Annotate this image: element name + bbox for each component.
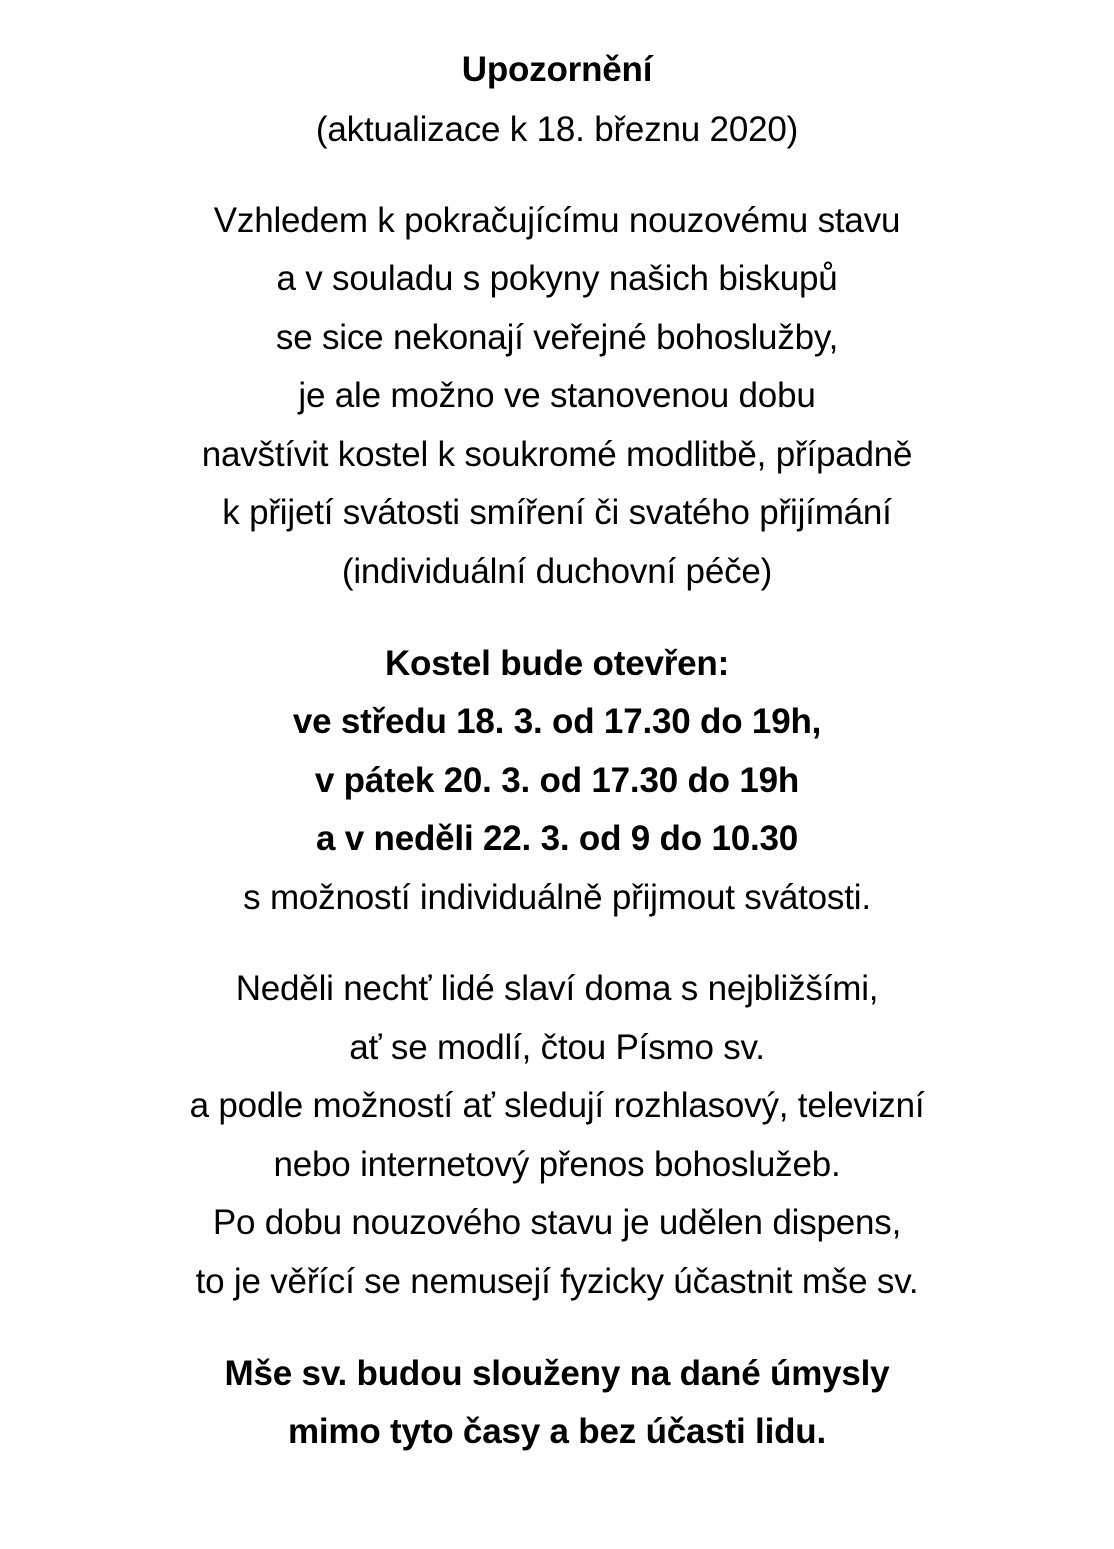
intro-line: (individuální duchovní péče): [341, 552, 773, 591]
schedule-time: ve středu 18. 3. od 17.30 do 19h,: [292, 702, 822, 741]
sunday-line: Neděli nechť lidé slaví doma s nejbližšími,: [235, 969, 879, 1008]
intro-line: navštívit kostel k soukromé modlitbě, případně: [201, 435, 913, 474]
closing-line: mimo tyto časy a bez účasti lidu.: [287, 1412, 826, 1451]
schedule-time: a v neděli 22. 3. od 9 do 10.30: [315, 819, 799, 858]
closing-line: Mše sv. budou slouženy na dané úmysly: [224, 1354, 890, 1393]
intro-line: k přijetí svátosti smíření či svatého přijímání: [222, 493, 892, 532]
intro-line: je ale možno ve stanovenou dobu: [298, 376, 816, 415]
schedule-time: v pátek 20. 3. od 17.30 do 19h: [314, 761, 800, 800]
schedule-note: s možností individuálně přijmout svátosti.: [243, 878, 871, 917]
intro-line: a v souladu s pokyny našich biskupů: [276, 259, 838, 298]
sunday-line: a podle možností ať sledují rozhlasový, televizní: [189, 1086, 925, 1125]
sunday-line: to je věřící se nemusejí fyzicky účastnit mše sv.: [195, 1262, 919, 1301]
intro-line: se sice nekonají veřejné bohoslužby,: [275, 318, 839, 357]
schedule-heading: Kostel bude otevřen:: [384, 644, 730, 683]
sunday-line: Po dobu nouzového stavu je udělen dispens,: [212, 1203, 902, 1242]
notice-subtitle: (aktualizace k 18. březnu 2020): [315, 110, 799, 149]
sunday-line: ať se modlí, čtou Písmo sv.: [349, 1028, 765, 1067]
sunday-line: nebo internetový přenos bohoslužeb.: [273, 1145, 841, 1184]
intro-line: Vzhledem k pokračujícímu nouzovému stavu: [213, 201, 901, 240]
notice-title: Upozornění: [461, 50, 653, 89]
